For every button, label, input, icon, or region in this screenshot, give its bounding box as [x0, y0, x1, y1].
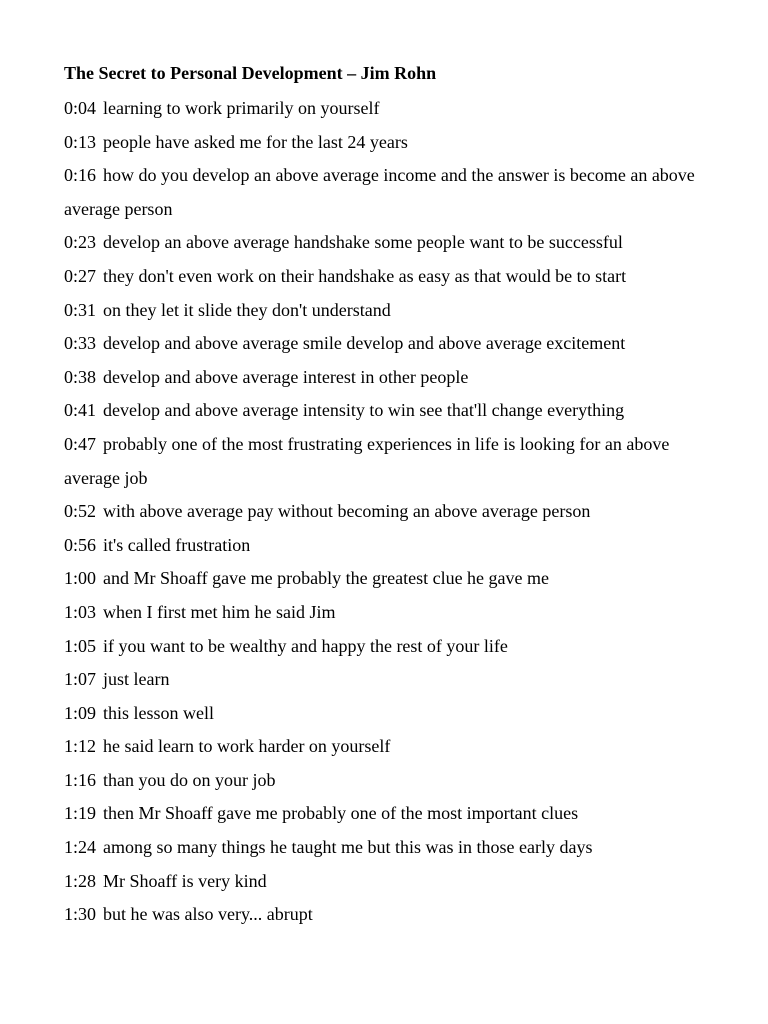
transcript-text: probably one of the most frustrating experiences in life is looking for an above average job	[64, 433, 670, 488]
document-page	[64, 60, 724, 932]
transcript-line	[64, 831, 724, 865]
transcript-line	[64, 495, 724, 529]
transcript-text: develop and above average intensity to win see that'll change everything	[103, 400, 625, 421]
transcript-line	[64, 596, 724, 630]
transcript-text: Mr Shoaff is very kind	[103, 870, 267, 891]
timestamp: 0:38	[64, 366, 97, 387]
transcript-text: on they let it slide they don't understand	[103, 299, 391, 320]
timestamp: 1:07	[64, 669, 97, 690]
timestamp: 1:12	[64, 736, 97, 757]
timestamp: 1:24	[64, 837, 97, 858]
transcript-text: just learn	[103, 669, 170, 690]
transcript-text: develop and above average smile develop and above average excitement	[103, 333, 626, 354]
timestamp: 0:31	[64, 299, 97, 320]
transcript-text: and Mr Shoaff gave me probably the greatest clue he gave me	[103, 568, 550, 589]
transcript-text: it's called frustration	[103, 534, 251, 555]
timestamp: 1:16	[64, 769, 97, 790]
timestamp: 0:27	[64, 265, 97, 286]
timestamp: 0:13	[64, 131, 97, 152]
transcript-text: then Mr Shoaff gave me probably one of the most important clues	[103, 803, 579, 824]
timestamp: 0:04	[64, 98, 97, 118]
transcript-line	[64, 294, 724, 328]
transcript-line	[64, 797, 724, 831]
transcript-list	[64, 92, 724, 932]
transcript-line	[64, 630, 724, 664]
transcript-line	[64, 663, 724, 697]
timestamp: 0:16	[64, 165, 97, 186]
timestamp: 0:33	[64, 333, 97, 354]
transcript-text: when I first met him he said Jim	[103, 601, 336, 622]
transcript-text: but he was also very... abrupt	[103, 904, 313, 925]
transcript-line	[64, 898, 724, 932]
timestamp: 0:23	[64, 232, 97, 253]
transcript-text: develop and above average interest in other people	[103, 366, 469, 387]
transcript-line	[64, 562, 724, 596]
timestamp: 1:05	[64, 635, 97, 656]
transcript-text: this lesson well	[103, 702, 215, 723]
timestamp: 1:00	[64, 568, 97, 589]
transcript-text: he said learn to work harder on yourself	[103, 736, 391, 757]
transcript-line	[64, 730, 724, 764]
transcript-line	[64, 428, 724, 495]
transcript-line	[64, 394, 724, 428]
transcript-line	[64, 529, 724, 563]
transcript-text: with above average pay without becoming an above average person	[103, 501, 591, 522]
transcript-text: than you do on your job	[103, 769, 276, 790]
transcript-text: among so many things he taught me but this was in those early days	[103, 837, 593, 858]
document-title: The Secret to Personal Development – Jim Rohn	[64, 63, 437, 83]
transcript-line	[64, 697, 724, 731]
transcript-line	[64, 361, 724, 395]
timestamp: 1:03	[64, 601, 97, 622]
transcript-line	[64, 260, 724, 294]
transcript-text: how do you develop an above average income and the answer is become an above average person	[64, 165, 695, 219]
transcript-line	[64, 226, 724, 260]
timestamp: 1:28	[64, 870, 97, 891]
timestamp: 0:41	[64, 400, 97, 421]
transcript-line	[64, 764, 724, 798]
transcript-text: develop an above average handshake some people want to be successful	[103, 232, 623, 253]
timestamp: 0:52	[64, 501, 97, 522]
transcript-line	[64, 126, 724, 160]
transcript-text: learning to work primarily on yourself	[103, 98, 380, 118]
timestamp: 1:19	[64, 803, 97, 824]
timestamp: 1:09	[64, 702, 97, 723]
transcript-line	[64, 327, 724, 361]
transcript-text: they don't even work on their handshake as easy as that would be to start	[103, 265, 627, 286]
transcript-text: people have asked me for the last 24 years	[103, 131, 408, 152]
transcript-line	[64, 159, 724, 226]
transcript-line	[64, 865, 724, 899]
transcript-text: if you want to be wealthy and happy the rest of your life	[103, 635, 508, 656]
transcript-line	[64, 92, 724, 126]
timestamp: 1:30	[64, 904, 97, 925]
timestamp: 0:56	[64, 534, 97, 555]
timestamp: 0:47	[64, 433, 97, 454]
